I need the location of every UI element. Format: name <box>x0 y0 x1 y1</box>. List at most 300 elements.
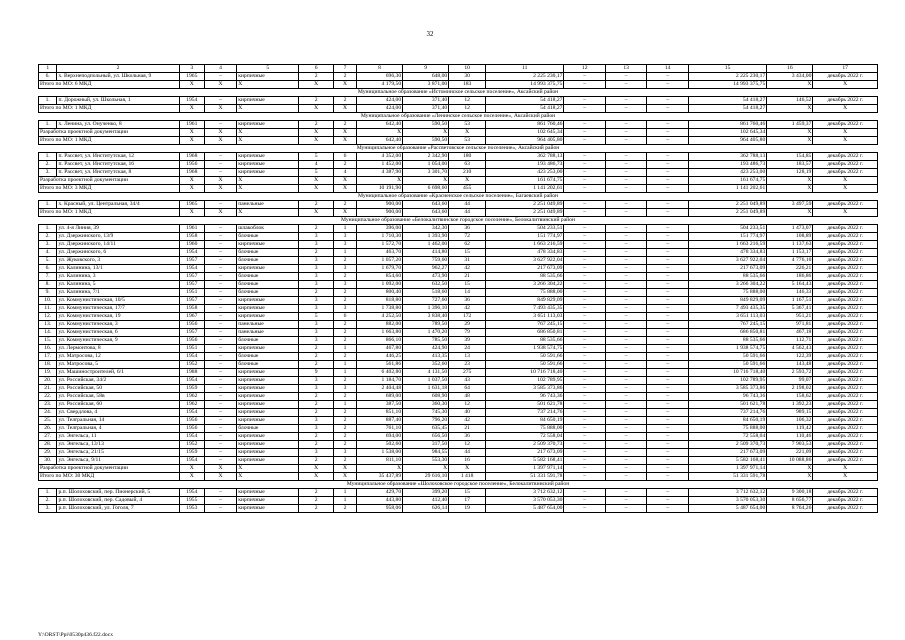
table-cell: 1961 <box>179 121 204 129</box>
table-cell: 72 558,04 <box>688 433 766 441</box>
table-cell: – <box>647 73 688 81</box>
table-cell: – <box>647 201 688 209</box>
table-cell: 2 <box>333 289 356 297</box>
table-cell: 360,30 <box>403 401 449 409</box>
summary-row <box>39 185 878 193</box>
table-cell: 143,48 <box>767 361 813 369</box>
table-cell: 2 <box>299 121 334 129</box>
table-cell: 3 570 053,30 <box>486 497 564 505</box>
table-row <box>39 369 878 377</box>
table-cell: блочные <box>237 249 299 257</box>
table-cell: – <box>605 161 646 169</box>
table-cell: декабрь 2022 г. <box>813 457 878 465</box>
summary-cell: 424,00 <box>357 105 403 113</box>
table-cell: – <box>564 337 605 345</box>
address-cell: р.п. Шолоховский, пер. Пионерский, 5 <box>57 489 179 497</box>
table-cell: 3 627 922,04 <box>688 257 766 265</box>
summary-cell: X <box>204 465 236 473</box>
table-cell: 4 562,43 <box>767 345 813 353</box>
table-cell: 146,33 <box>767 289 813 297</box>
summary-cell: X <box>237 465 299 473</box>
table-cell: 2 <box>333 161 356 169</box>
table-cell: 463,70 <box>357 249 403 257</box>
table-cell: 154,85 <box>767 153 813 161</box>
summary-cell: X <box>237 209 299 217</box>
table-cell: декабрь 2022 г. <box>813 377 878 385</box>
table-cell: – <box>605 313 646 321</box>
table-cell: – <box>564 121 605 129</box>
table-cell: декабрь 2022 г. <box>813 321 878 329</box>
table-cell: 3 838,40 <box>403 313 449 321</box>
table-cell: – <box>204 265 236 273</box>
table-cell: декабрь 2022 г. <box>813 409 878 417</box>
table-cell: – <box>647 489 688 497</box>
table-cell: 1956 <box>179 425 204 433</box>
address-cell: ул. Дзержинского, 6 <box>57 249 179 257</box>
table-cell: кирпичные <box>237 505 299 513</box>
table-cell: – <box>204 305 236 313</box>
table-row <box>39 441 878 449</box>
summary-cell: – <box>647 105 688 113</box>
table-cell: – <box>605 321 646 329</box>
address-cell: ул. Коммунистическая, 17/7 <box>57 305 179 313</box>
table-cell: 2 <box>299 441 334 449</box>
table-cell: – <box>605 265 646 273</box>
table-cell: – <box>204 401 236 409</box>
column-number-cell: 10 <box>449 65 486 73</box>
table-cell: кирпичные <box>237 73 299 81</box>
address-cell: ул. Энгельса, 13/13 <box>57 441 179 449</box>
table-cell: 796,20 <box>403 417 449 425</box>
table-row <box>39 377 878 385</box>
table-cell: 1 <box>333 249 356 257</box>
summary-cell: X <box>333 129 356 137</box>
summary-cell: 29 616,10 <box>403 473 449 481</box>
table-cell: 7 903,53 <box>767 441 813 449</box>
table-cell: 226,21 <box>767 265 813 273</box>
municipality-heading: Муниципальное образование «Ленинское сельское поселение», Аксайский район <box>360 113 556 119</box>
table-cell: 12 <box>449 97 486 105</box>
table-cell: 1 663 216,59 <box>486 241 564 249</box>
table-cell: 2 <box>299 505 334 513</box>
table-cell: 62 <box>449 241 486 249</box>
summary-cell: X <box>813 137 878 145</box>
table-cell: кирпичные <box>237 313 299 321</box>
table-cell: – <box>647 321 688 329</box>
table-cell: – <box>647 97 688 105</box>
table-cell: 467,80 <box>357 345 403 353</box>
table-cell: – <box>605 417 646 425</box>
table-cell: 553,30 <box>403 457 449 465</box>
table-cell: 1 396,10 <box>403 305 449 313</box>
table-cell: 785,50 <box>403 337 449 345</box>
summary-cell: – <box>605 137 646 145</box>
table-cell: – <box>204 297 236 305</box>
table-cell: – <box>647 377 688 385</box>
table-cell: 193 486,73 <box>486 161 564 169</box>
table-cell: 63 <box>449 161 486 169</box>
table-cell: 3 266 304,22 <box>486 281 564 289</box>
summary-cell: X <box>333 473 356 481</box>
table-cell: 632,50 <box>403 281 449 289</box>
table-cell: – <box>204 169 236 177</box>
table-cell: – <box>605 225 646 233</box>
table-cell: кирпичные <box>237 393 299 401</box>
table-cell: – <box>564 305 605 313</box>
summary-cell: X <box>204 129 236 137</box>
table-row <box>39 353 878 361</box>
table-cell: 861 760,46 <box>688 121 766 129</box>
summary-cell: 10 191,90 <box>357 185 403 193</box>
table-cell: – <box>204 433 236 441</box>
table-cell: 371,40 <box>403 97 449 105</box>
table-cell: 2 <box>299 393 334 401</box>
table-cell: – <box>647 297 688 305</box>
table-cell: – <box>564 257 605 265</box>
table-cell: декабрь 2022 г. <box>813 153 878 161</box>
table-row <box>39 497 878 505</box>
table-cell: 217 673,09 <box>688 265 766 273</box>
table-cell: – <box>605 497 646 505</box>
table-cell: 962,27 <box>403 265 449 273</box>
table-cell: 1 184,70 <box>357 377 403 385</box>
table-cell: блочные <box>237 257 299 265</box>
table-cell: – <box>564 201 605 209</box>
table-cell: 1 167,51 <box>767 297 813 305</box>
table-cell: – <box>647 401 688 409</box>
table-cell: 3 585 373,86 <box>486 385 564 393</box>
municipality-heading: Муниципальное образование «Красненское сельское поселение», Багаевский район <box>357 193 558 199</box>
table-cell: – <box>605 233 646 241</box>
summary-cell: X <box>204 177 236 185</box>
table-cell: 1 <box>333 225 356 233</box>
table-cell: – <box>647 353 688 361</box>
column-number-row <box>39 65 878 73</box>
table-cell: 217 673,09 <box>486 265 564 273</box>
summary-cell: X <box>237 81 299 89</box>
summary-cell: X <box>333 137 356 145</box>
table-cell: 151 774,97 <box>486 233 564 241</box>
table-cell: – <box>605 425 646 433</box>
table-cell: 2 <box>333 425 356 433</box>
summary-cell: X <box>299 81 334 89</box>
table-cell: – <box>204 281 236 289</box>
table-cell: 3 585 373,86 <box>688 385 766 393</box>
table-cell: 1953 <box>179 505 204 513</box>
table-cell: 3 <box>299 241 334 249</box>
table-cell: 443,80 <box>357 497 403 505</box>
table-cell: – <box>605 377 646 385</box>
municipality-heading-row <box>39 193 878 201</box>
table-cell: 900,00 <box>357 201 403 209</box>
table-cell: 1. <box>39 121 57 129</box>
table-cell: 3. <box>39 169 57 177</box>
table-cell: 1 572,70 <box>357 241 403 249</box>
table-cell: – <box>647 121 688 129</box>
table-row <box>39 241 878 249</box>
table-cell: – <box>647 305 688 313</box>
table-cell: кирпичные <box>237 441 299 449</box>
table-cell: 180 <box>449 153 486 161</box>
table-cell: – <box>647 433 688 441</box>
summary-cell: 1 418 <box>449 473 486 481</box>
table-cell: 1957 <box>179 281 204 289</box>
table-cell: 3 651 113,03 <box>688 313 766 321</box>
table-cell: 12 <box>449 401 486 409</box>
table-cell: 36 <box>449 433 486 441</box>
summary-cell: – <box>605 185 646 193</box>
table-cell: 4 387,90 <box>357 169 403 177</box>
table-row <box>39 305 878 313</box>
table-cell: 2 198,02 <box>767 385 813 393</box>
table-cell: 3 <box>333 233 356 241</box>
table-cell: 1 738,80 <box>357 305 403 313</box>
table-cell: 2 <box>333 377 356 385</box>
address-cell: ул. Энгельса, 21/15 <box>57 449 179 457</box>
table-cell: 84 650,19 <box>688 417 766 425</box>
summary-cell: 183 <box>449 81 486 89</box>
table-cell: 146,52 <box>767 97 813 105</box>
table-row <box>39 265 878 273</box>
table-cell: 16. <box>39 345 57 353</box>
table-cell: 75 888,00 <box>486 289 564 297</box>
table-cell: 5 487 654,00 <box>688 505 766 513</box>
table-cell: 1. <box>39 489 57 497</box>
summary-cell: 35 437,89 <box>357 473 403 481</box>
table-cell: 626,14 <box>403 505 449 513</box>
table-cell: 3 <box>333 265 356 273</box>
table-cell: 396,00 <box>357 225 403 233</box>
table-cell: – <box>605 249 646 257</box>
summary-cell: X <box>767 209 813 217</box>
table-cell: – <box>204 161 236 169</box>
table-cell: 3 <box>333 281 356 289</box>
table-cell: – <box>564 249 605 257</box>
table-cell: – <box>647 153 688 161</box>
summary-cell: X <box>813 465 878 473</box>
table-cell: 3 <box>299 329 334 337</box>
table-cell: 14. <box>39 329 57 337</box>
address-cell: ул. Коммунистическая, 9 <box>57 337 179 345</box>
table-cell: 217 673,09 <box>486 449 564 457</box>
table-cell: 23 <box>449 361 486 369</box>
summary-cell: X <box>237 137 299 145</box>
table-cell: – <box>564 153 605 161</box>
table-cell: 1 470,20 <box>403 329 449 337</box>
summary-cell: X <box>204 137 236 145</box>
table-cell: 696,30 <box>357 73 403 81</box>
table-cell: декабрь 2022 г. <box>813 505 878 513</box>
summary-label: Итого по МО: 1 МКД <box>39 105 180 113</box>
table-cell: 1 462,00 <box>403 241 449 249</box>
summary-cell: X <box>204 209 236 217</box>
column-number-cell: 15 <box>688 65 766 73</box>
column-number-cell: 12 <box>564 65 605 73</box>
summary-cell: – <box>564 177 605 185</box>
summary-cell: 455 <box>449 185 486 193</box>
summary-cell: X <box>179 137 204 145</box>
summary-cell: X <box>179 177 204 185</box>
table-cell: кирпичные <box>237 377 299 385</box>
table-cell: – <box>605 169 646 177</box>
table-cell: блочные <box>237 353 299 361</box>
table-cell: 3 <box>299 337 334 345</box>
summary-cell: – <box>564 129 605 137</box>
table-row <box>39 249 878 257</box>
table-cell: – <box>605 305 646 313</box>
table-cell: – <box>564 97 605 105</box>
table-cell: – <box>564 289 605 297</box>
table-cell: – <box>605 409 646 417</box>
table-cell: блочные <box>237 289 299 297</box>
summary-cell: X <box>179 473 204 481</box>
table-cell: – <box>647 337 688 345</box>
table-cell: – <box>564 497 605 505</box>
table-cell: – <box>204 417 236 425</box>
table-cell: 2 <box>333 201 356 209</box>
summary-cell: X <box>449 177 486 185</box>
table-cell: 6. <box>39 73 57 81</box>
table-cell: кирпичные <box>237 401 299 409</box>
table-row <box>39 417 878 425</box>
table-cell: 6. <box>39 265 57 273</box>
table-cell: блочные <box>237 273 299 281</box>
table-cell: 9. <box>39 289 57 297</box>
table-cell: – <box>647 249 688 257</box>
summary-cell: X <box>813 81 878 89</box>
table-cell: 50 591,66 <box>688 361 766 369</box>
table-cell: – <box>204 241 236 249</box>
table-cell: – <box>564 297 605 305</box>
table-cell: 686 850,81 <box>486 329 564 337</box>
table-cell: – <box>564 393 605 401</box>
table-cell: 79 <box>449 329 486 337</box>
column-number-cell: 8 <box>357 65 403 73</box>
table-cell: 119,42 <box>767 425 813 433</box>
table-cell: 31 <box>449 257 486 265</box>
table-cell: 1954 <box>179 433 204 441</box>
address-cell: ул. Энгельса, 11 <box>57 433 179 441</box>
municipality-heading-row <box>39 217 878 225</box>
table-cell: 1954 <box>179 97 204 105</box>
table-cell: декабрь 2022 г. <box>813 337 878 345</box>
table-cell: 17 <box>449 497 486 505</box>
table-row <box>39 161 878 169</box>
table-cell: 478 334,83 <box>486 249 564 257</box>
table-cell: 29. <box>39 449 57 457</box>
table-cell: 643,60 <box>403 201 449 209</box>
table-cell: – <box>647 457 688 465</box>
table-cell: 1 054,00 <box>403 161 449 169</box>
table-cell: 958,06 <box>357 505 403 513</box>
table-cell: 44 <box>449 201 486 209</box>
table-cell: декабрь 2022 г. <box>813 297 878 305</box>
table-cell: 8. <box>39 281 57 289</box>
table-cell: 2 <box>333 337 356 345</box>
summary-row <box>39 105 878 113</box>
table-cell: – <box>605 457 646 465</box>
summary-cell: X <box>767 137 813 145</box>
table-row <box>39 505 878 513</box>
table-cell: кирпичные <box>237 369 299 377</box>
table-cell: кирпичные <box>237 169 299 177</box>
table-cell: 478 334,83 <box>688 249 766 257</box>
summary-cell: – <box>564 185 605 193</box>
table-cell: 3 <box>299 321 334 329</box>
table-cell: 1954 <box>179 265 204 273</box>
table-row <box>39 169 878 177</box>
table-cell: кирпичные <box>237 385 299 393</box>
table-cell: блочные <box>237 337 299 345</box>
address-cell: ул. Калинина, 3 <box>57 273 179 281</box>
table-cell: – <box>204 121 236 129</box>
table-cell: 186,86 <box>767 273 813 281</box>
summary-cell: – <box>605 465 646 473</box>
table-cell: 15 <box>449 249 486 257</box>
table-cell: 2 <box>299 433 334 441</box>
table-cell: 504 233,51 <box>688 225 766 233</box>
summary-cell: – <box>564 137 605 145</box>
address-cell: ул. Коммунистическая, 10/5 <box>57 297 179 305</box>
table-cell: 818,80 <box>357 297 403 305</box>
summary-cell: – <box>647 465 688 473</box>
table-cell: – <box>647 329 688 337</box>
summary-cell: 102 645,34 <box>688 129 766 137</box>
table-cell: декабрь 2022 г. <box>813 441 878 449</box>
table-cell: – <box>647 497 688 505</box>
summary-cell: 3 871,00 <box>403 81 449 89</box>
table-cell: 2 <box>299 289 334 297</box>
table-cell: 1956 <box>179 321 204 329</box>
table-cell: 54 418,27 <box>688 97 766 105</box>
address-cell: ул. Свердлова, 4 <box>57 409 179 417</box>
table-cell: 7 493 435,35 <box>486 305 564 313</box>
table-cell: 2 <box>299 353 334 361</box>
table-cell: 3 <box>333 241 356 249</box>
table-cell: декабрь 2022 г. <box>813 121 878 129</box>
table-cell: – <box>605 345 646 353</box>
summary-cell: X <box>333 177 356 185</box>
table-cell: 128,19 <box>767 169 813 177</box>
table-cell: 44 <box>449 449 486 457</box>
table-cell: 3 712 632,12 <box>688 489 766 497</box>
summary-cell: – <box>564 473 605 481</box>
table-cell: 2 251 049,89 <box>486 201 564 209</box>
table-cell: кирпичные <box>237 161 299 169</box>
table-cell: 21. <box>39 385 57 393</box>
table-cell: 5 164,43 <box>767 281 813 289</box>
table-cell: 504 233,51 <box>486 225 564 233</box>
summary-cell: 2 251 049,89 <box>688 209 766 217</box>
table-cell: – <box>647 225 688 233</box>
table-cell: 2 342,90 <box>403 153 449 161</box>
summary-row <box>39 81 878 89</box>
table-cell: – <box>605 393 646 401</box>
table-cell: 2 <box>333 97 356 105</box>
table-cell: – <box>647 441 688 449</box>
table-cell: 1 <box>333 497 356 505</box>
table-cell: кирпичные <box>237 97 299 105</box>
table-cell: 10 088,86 <box>767 457 813 465</box>
table-cell: кирпичные <box>237 433 299 441</box>
table-cell: – <box>605 73 646 81</box>
table-cell: 1954 <box>179 353 204 361</box>
table-cell: 1 392,23 <box>767 401 813 409</box>
table-cell: 3 651 113,03 <box>486 313 564 321</box>
table-cell: 25. <box>39 417 57 425</box>
table-row <box>39 337 878 345</box>
table-cell: 3 <box>299 233 334 241</box>
